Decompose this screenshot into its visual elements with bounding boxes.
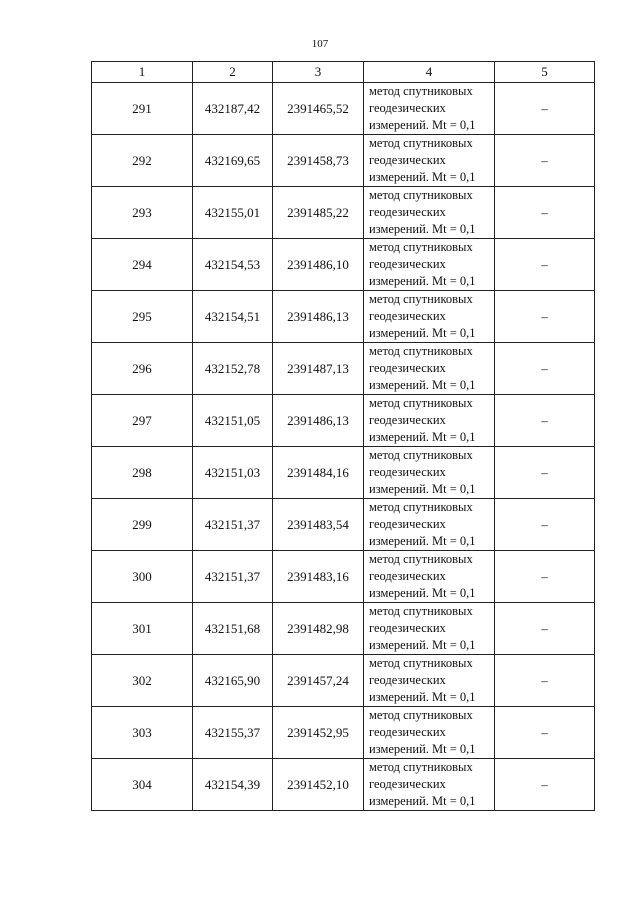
- method-text-line: измерений. Mt = 0,1: [369, 742, 476, 756]
- method-text-line: геодезических: [369, 621, 446, 635]
- y-coordinate-cell: 2391484,16: [273, 447, 364, 499]
- method-text-line: метод спутниковых: [369, 500, 473, 514]
- x-coordinate-cell: 432151,37: [193, 551, 273, 603]
- table-row: [92, 83, 595, 135]
- method-text-line: геодезических: [369, 205, 446, 219]
- x-coordinate-cell: 432169,65: [193, 135, 273, 187]
- y-coordinate-cell: 2391485,22: [273, 187, 364, 239]
- x-coordinate-cell: 432154,53: [193, 239, 273, 291]
- method-text-line: метод спутниковых: [369, 760, 473, 774]
- x-coordinate-cell: 432151,05: [193, 395, 273, 447]
- point-number-cell: 294: [92, 239, 193, 291]
- table-row: [92, 239, 595, 291]
- method-text-line: измерений. Mt = 0,1: [369, 638, 476, 652]
- method-text-line: метод спутниковых: [369, 656, 473, 670]
- table-row: [92, 447, 595, 499]
- page-number: 107: [311, 38, 329, 50]
- method-cell: [364, 83, 495, 135]
- x-coordinate-cell: 432187,42: [193, 83, 273, 135]
- col5-cell: –: [495, 395, 595, 447]
- x-coordinate-cell: 432151,37: [193, 499, 273, 551]
- method-text-line: метод спутниковых: [369, 396, 473, 410]
- method-text-line: измерений. Mt = 0,1: [369, 326, 476, 340]
- x-coordinate-cell: 432152,78: [193, 343, 273, 395]
- method-cell: [364, 707, 495, 759]
- method-text-line: измерений. Mt = 0,1: [369, 222, 476, 236]
- point-number-cell: 293: [92, 187, 193, 239]
- method-text-line: геодезических: [369, 725, 446, 739]
- method-text-line: геодезических: [369, 413, 446, 427]
- method-text-line: метод спутниковых: [369, 84, 473, 98]
- y-coordinate-cell: 2391458,73: [273, 135, 364, 187]
- method-text-line: измерений. Mt = 0,1: [369, 378, 476, 392]
- method-text-line: метод спутниковых: [369, 292, 473, 306]
- method-text-line: измерений. Mt = 0,1: [369, 586, 476, 600]
- header-col-1: 1: [92, 62, 193, 83]
- method-cell: [364, 499, 495, 551]
- x-coordinate-cell: 432151,03: [193, 447, 273, 499]
- col5-cell: –: [495, 603, 595, 655]
- method-text-line: геодезических: [369, 101, 446, 115]
- method-text-line: измерений. Mt = 0,1: [369, 482, 476, 496]
- header-col-5: 5: [495, 62, 595, 83]
- method-text-line: геодезических: [369, 309, 446, 323]
- method-cell: [364, 447, 495, 499]
- y-coordinate-cell: 2391483,16: [273, 551, 364, 603]
- table-row: [92, 135, 595, 187]
- y-coordinate-cell: 2391482,98: [273, 603, 364, 655]
- point-number-cell: 299: [92, 499, 193, 551]
- y-coordinate-cell: 2391483,54: [273, 499, 364, 551]
- y-coordinate-cell: 2391486,13: [273, 395, 364, 447]
- y-coordinate-cell: 2391486,13: [273, 291, 364, 343]
- col5-cell: –: [495, 447, 595, 499]
- method-cell: [364, 239, 495, 291]
- method-text-line: метод спутниковых: [369, 604, 473, 618]
- table-row: [92, 707, 595, 759]
- coordinates-table: [91, 61, 595, 811]
- x-coordinate-cell: 432154,51: [193, 291, 273, 343]
- col5-cell: –: [495, 551, 595, 603]
- point-number-cell: 291: [92, 83, 193, 135]
- header-row: [92, 62, 595, 83]
- col5-cell: –: [495, 707, 595, 759]
- method-text-line: метод спутниковых: [369, 344, 473, 358]
- method-cell: [364, 291, 495, 343]
- point-number-cell: 301: [92, 603, 193, 655]
- method-text-line: измерений. Mt = 0,1: [369, 118, 476, 132]
- method-text-line: метод спутниковых: [369, 240, 473, 254]
- method-text-line: геодезических: [369, 517, 446, 531]
- point-number-cell: 304: [92, 759, 193, 811]
- method-text-line: метод спутниковых: [369, 552, 473, 566]
- method-text-line: геодезических: [369, 361, 446, 375]
- point-number-cell: 296: [92, 343, 193, 395]
- method-text-line: геодезических: [369, 153, 446, 167]
- method-text-line: геодезических: [369, 465, 446, 479]
- header-col-2: 2: [193, 62, 273, 83]
- point-number-cell: 292: [92, 135, 193, 187]
- col5-cell: –: [495, 343, 595, 395]
- method-cell: [364, 135, 495, 187]
- method-text-line: измерений. Mt = 0,1: [369, 274, 476, 288]
- col5-cell: –: [495, 291, 595, 343]
- y-coordinate-cell: 2391457,24: [273, 655, 364, 707]
- method-text-line: метод спутниковых: [369, 188, 473, 202]
- method-cell: [364, 187, 495, 239]
- point-number-cell: 300: [92, 551, 193, 603]
- method-cell: [364, 603, 495, 655]
- point-number-cell: 295: [92, 291, 193, 343]
- point-number-cell: 298: [92, 447, 193, 499]
- point-number-cell: 297: [92, 395, 193, 447]
- col5-cell: –: [495, 499, 595, 551]
- x-coordinate-cell: 432151,68: [193, 603, 273, 655]
- method-text-line: геодезических: [369, 569, 446, 583]
- table-row: [92, 395, 595, 447]
- table-row: [92, 499, 595, 551]
- method-text-line: измерений. Mt = 0,1: [369, 430, 476, 444]
- col5-cell: –: [495, 135, 595, 187]
- method-text-line: метод спутниковых: [369, 708, 473, 722]
- method-text-line: геодезических: [369, 777, 446, 791]
- method-cell: [364, 395, 495, 447]
- table-row: [92, 291, 595, 343]
- method-text-line: метод спутниковых: [369, 136, 473, 150]
- table-header: [92, 62, 595, 83]
- y-coordinate-cell: 2391452,10: [273, 759, 364, 811]
- y-coordinate-cell: 2391452,95: [273, 707, 364, 759]
- col5-cell: –: [495, 239, 595, 291]
- table-row: [92, 655, 595, 707]
- point-number-cell: 303: [92, 707, 193, 759]
- y-coordinate-cell: 2391465,52: [273, 83, 364, 135]
- col5-cell: –: [495, 187, 595, 239]
- method-text-line: измерений. Mt = 0,1: [369, 170, 476, 184]
- method-text-line: геодезических: [369, 257, 446, 271]
- method-text-line: метод спутниковых: [369, 448, 473, 462]
- y-coordinate-cell: 2391487,13: [273, 343, 364, 395]
- method-text-line: измерений. Mt = 0,1: [369, 794, 476, 808]
- table-row: [92, 187, 595, 239]
- method-cell: [364, 759, 495, 811]
- col5-cell: –: [495, 655, 595, 707]
- table-row: [92, 343, 595, 395]
- y-coordinate-cell: 2391486,10: [273, 239, 364, 291]
- method-cell: [364, 551, 495, 603]
- col5-cell: –: [495, 83, 595, 135]
- table-row: [92, 551, 595, 603]
- method-text-line: геодезических: [369, 673, 446, 687]
- x-coordinate-cell: 432155,01: [193, 187, 273, 239]
- header-col-3: 3: [273, 62, 364, 83]
- header-col-4: 4: [364, 62, 495, 83]
- table-body: [92, 83, 595, 811]
- method-text-line: измерений. Mt = 0,1: [369, 534, 476, 548]
- x-coordinate-cell: 432155,37: [193, 707, 273, 759]
- method-text-line: измерений. Mt = 0,1: [369, 690, 476, 704]
- table-row: [92, 603, 595, 655]
- point-number-cell: 302: [92, 655, 193, 707]
- method-cell: [364, 655, 495, 707]
- x-coordinate-cell: 432165,90: [193, 655, 273, 707]
- col5-cell: –: [495, 759, 595, 811]
- table-row: [92, 759, 595, 811]
- method-cell: [364, 343, 495, 395]
- x-coordinate-cell: 432154,39: [193, 759, 273, 811]
